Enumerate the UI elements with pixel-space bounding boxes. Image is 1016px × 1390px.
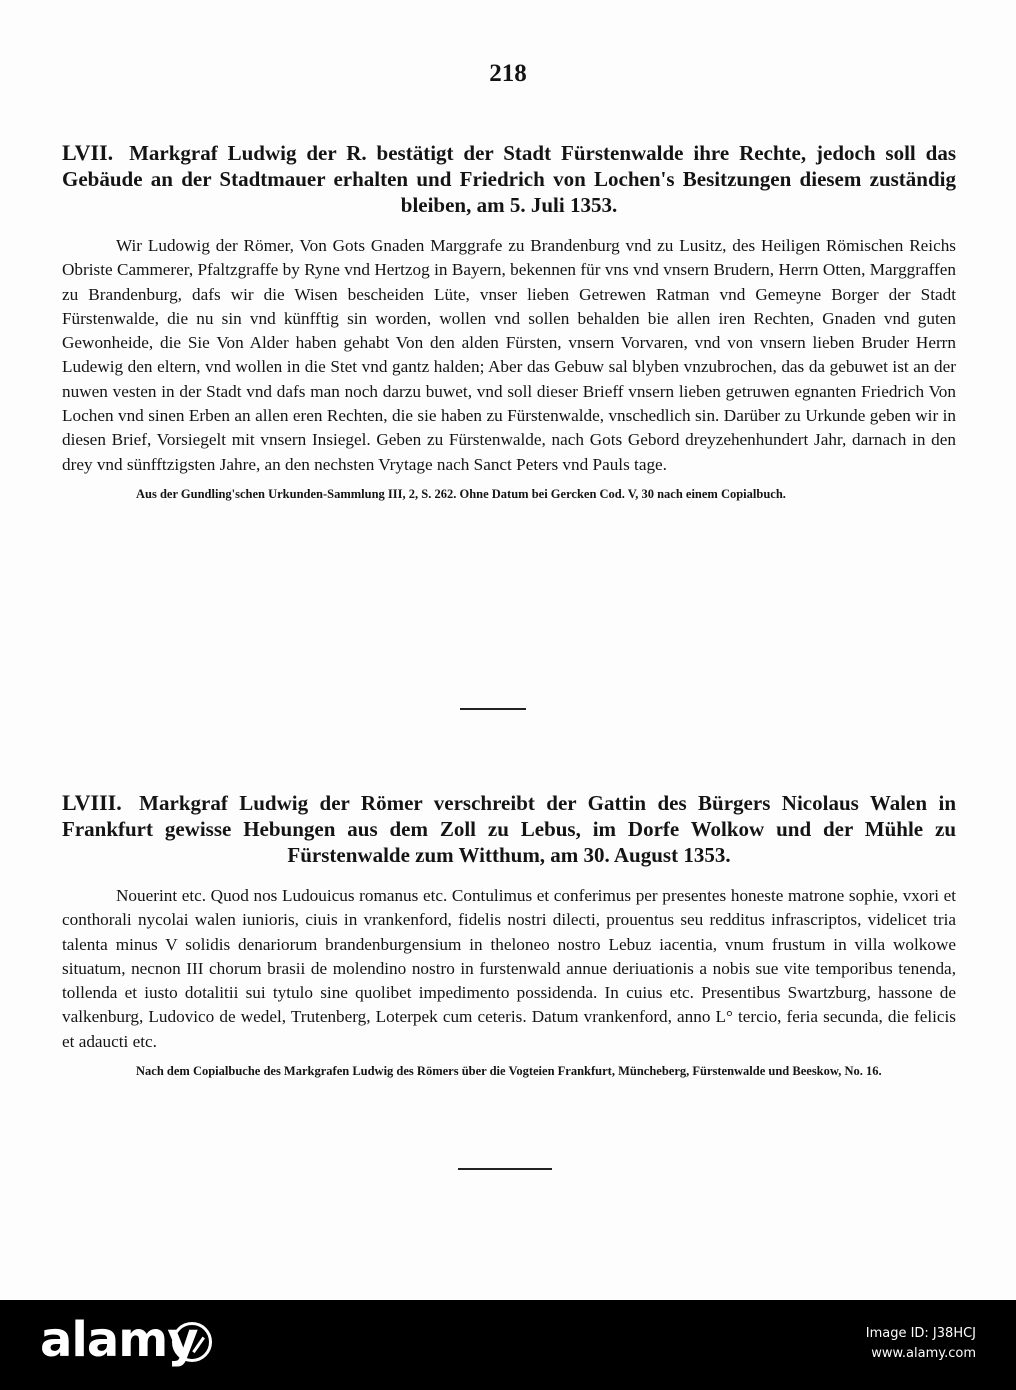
section-heading (62, 790, 956, 868)
section-heading (62, 140, 956, 218)
section-divider (460, 708, 526, 710)
end-divider (458, 1168, 552, 1170)
image-url-line: www.alamy.com (871, 1346, 976, 1361)
image-id-line: Image ID: J38HCJ (865, 1326, 976, 1341)
section-number: LVII. (62, 140, 114, 165)
section-body: Wir Ludowig der Römer, Von Gots Gnaden Marggrafe zu Brandenburg vnd zu Lusitz, des Heiligen Römischen Reichs Obriste Cammerer, Pfaltzgraffe by Ryne vnd Hertzog in Bayern, bekennen für vns vnd vnsern Brudern, Herrn Otten, Marggraffen zu Brandenburg, dafs wir die Wisen bescheiden Lüte, vnser lieben Getrewen Ratman vnd Gemeyne Borger der Stadt Fürstenwalde, die nu sin vnd künfftig sin worden, wollen vnd sollen behalden bie allen iren Rechten, Gnaden vnd guten Gewonheide, die Sie Von Alder haben gehabt Von den alden Fürsten, vnsern Vorvaren, vnd von vnsern lieben Bruder Herrn Ludewig den eltern, vnd wollen in die Stet vnd gantz halden; Aber das Gebuw sal blyben vnzubrochen, das da gebuwet ist an der nuwen vesten in der Stadt vnd dafs man noch darzu buwet, vnd soll dieser Brieff vnsern lieben getruwen egnanten Friedrich Von Lochen vnd sinen Erben an allen eren Rechten, die sie haben zu Fürstenwalde, vnschedlich sin. Darüber zu Urkunde geben wir in diesen Brief, Vorsiegelt mit vnsern Insiegel. Geben zu Fürstenwalde, nach Gots Gebord dreyzehenhundert Jahr, darnach in den drey vnd sünfftzigsten Jahre, an den nechsten Vrytage nach Sanct Peters vnd Pauls tage. (62, 236, 956, 474)
page-number: 218 (489, 60, 527, 87)
magnifier-icon (172, 1322, 212, 1362)
section-lvii (62, 140, 956, 506)
section-source: Nach dem Copialbuche des Markgrafen Ludwig des Römers über die Vogteien Frankfurt, Müncheberg, Fürstenwalde und Beeskow, No. 16. (136, 1064, 882, 1079)
watermark-banner (0, 1300, 1016, 1390)
section-lviii (62, 790, 956, 1083)
image-id (866, 1324, 976, 1364)
section-source: Aus der Gundling'schen Urkunden-Sammlung III, 2, S. 262. Ohne Datum bei Gercken Cod. V, 30 nach einem Copialbuch. (136, 486, 786, 501)
section-title: Markgraf Ludwig der R. bestätigt der Stadt Fürstenwalde ihre Rechte, jedoch soll das Gebäude an der Stadtmauer erhalten und Friedrich von Lochen's Besitzungen diesem zuständig bleiben, am 5. Juli 1353. (62, 141, 957, 217)
section-title: Markgraf Ludwig der Römer verschreibt der Gattin des Bürgers Nicolaus Walen in Frankfurt gewisse Hebungen aus dem Zoll zu Lebus, im Dorfe Wolkow und der Mühle zu Fürstenwalde zum Witthum, am 30. August 1353. (62, 791, 957, 867)
section-body: Nouerint etc. Quod nos Ludouicus romanus etc. Contulimus et conferimus per presentes honeste matrone sophie, vxori et conthorali nycolai walen iunioris, ciuis in vrankenford, fidelis nostri dilecti, prouentus seu redditus infrascriptos, videlicet tria talenta minus V solidis denariorum brandenburgensium in theloneo nostro Lebuz iacentia, vnum frustum in villa wolkowe situatum, necnon III chorum brasii de molendino nostro in furstenwald annue deriuationis a nobis sue vite temporibus tenenda, tollenda et iusto dotalitii sui tytulo sine quolibet impedimento possidenda. In cuius etc. Presentibus Swartzburg, hassone de valkenburg, Ludovico de wedel, Trutenberg, Loterpek cum ceteris. Datum vrankenford, anno L° tercio, feria secunda, die felicis et adaucti etc. (62, 886, 956, 1051)
brand-logo: alamy (40, 1312, 198, 1368)
section-number: LVIII. (62, 790, 122, 815)
